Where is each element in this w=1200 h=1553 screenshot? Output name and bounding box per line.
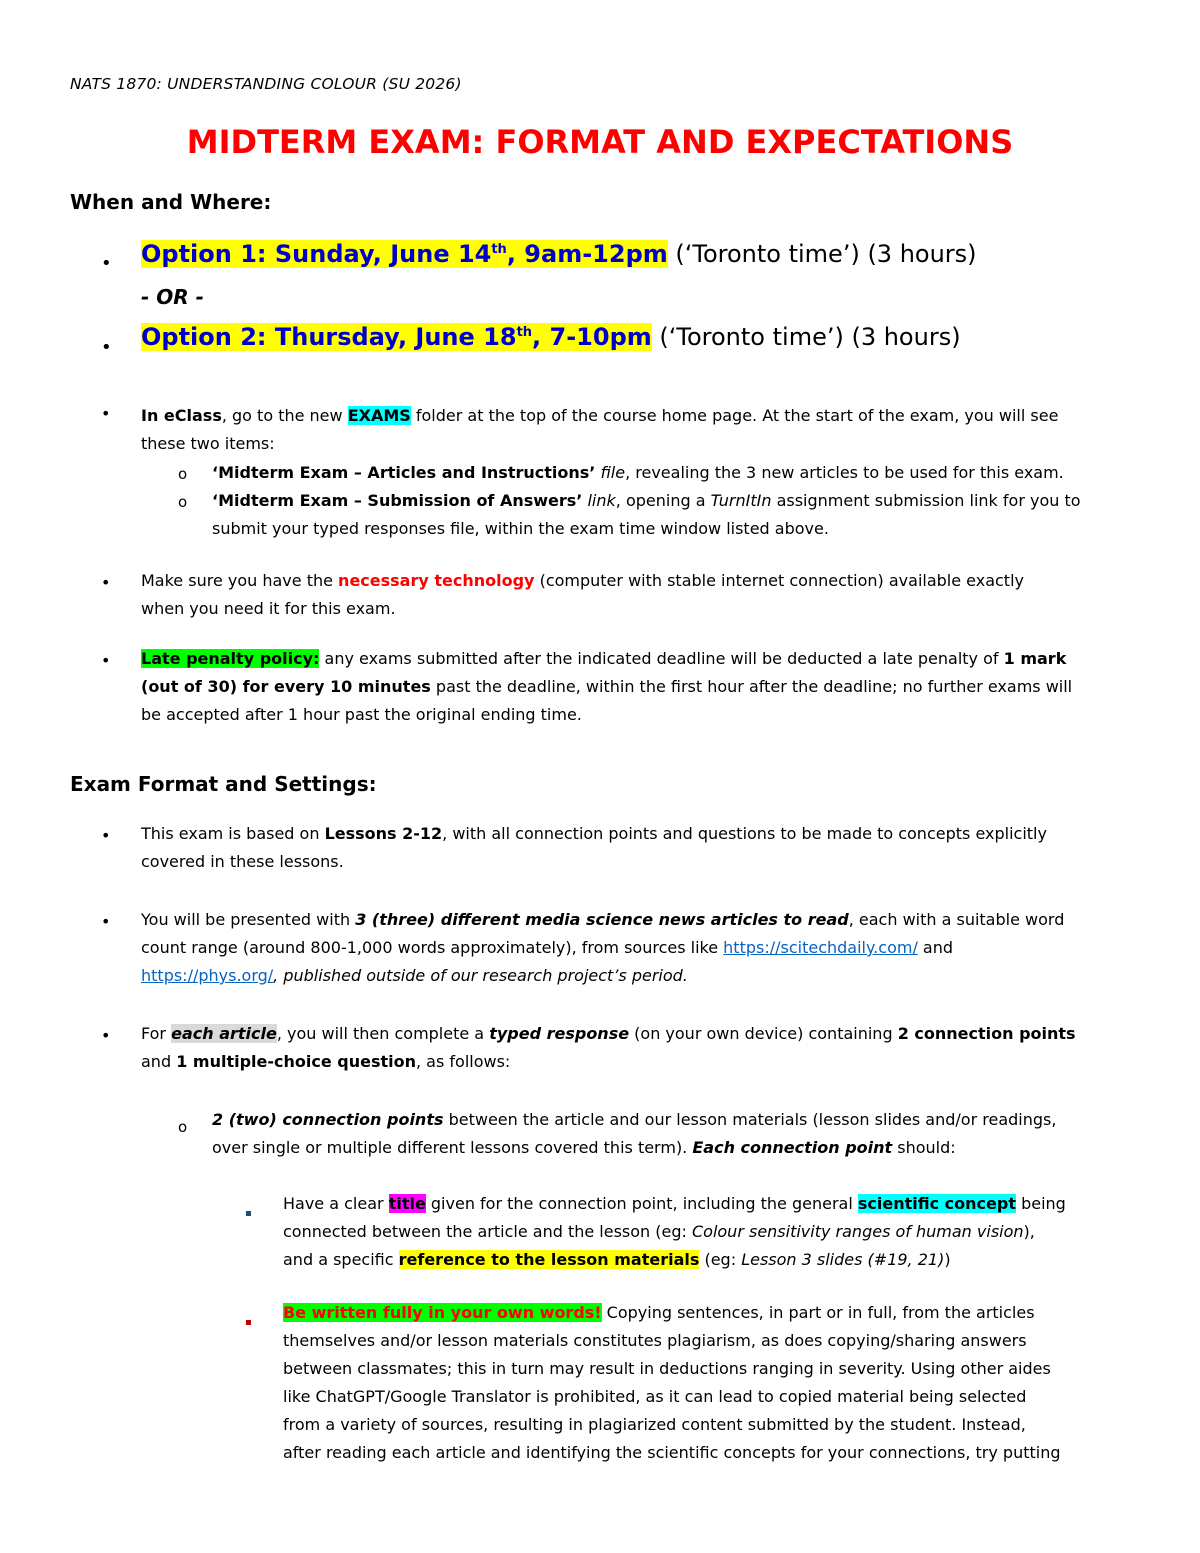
exams-folder-label: EXAMS [347, 406, 411, 425]
or-separator: - OR - [141, 285, 204, 309]
item-2-line2: submit your typed responses file, within the exam time window listed above. [212, 519, 829, 538]
mcq-count: 1 multiple-choice question [176, 1052, 416, 1071]
own-words-item [283, 1299, 1061, 1467]
clear-title-text-g: (eg: [699, 1250, 742, 1269]
each-text-e: , as follows: [416, 1052, 511, 1071]
item-2-turnitin: TurnItIn [710, 491, 772, 510]
when-where-heading: When and Where: [70, 190, 272, 214]
square-bullet-icon [246, 1310, 251, 1329]
each-text-d: and [141, 1052, 177, 1071]
clear-title-text-c: being [1015, 1194, 1066, 1213]
item-submission-link [212, 487, 1081, 543]
bullet-icon: • [101, 253, 112, 274]
eclass-text-a: , go to the new [221, 406, 348, 425]
clear-title-example-2: Lesson 3 slides (#19, 21) [741, 1250, 945, 1269]
lessons-text-b: , with all connection points and questions to be made to concepts explicitly [442, 824, 1047, 843]
option-2-time: , 7-10pm [532, 323, 652, 351]
clear-title-text-e: ), [1023, 1222, 1035, 1241]
lessons-text-a: This exam is based on [141, 824, 325, 843]
lessons-text-c: covered in these lessons. [141, 852, 344, 871]
option-2 [141, 323, 961, 351]
item-2-ital: link [582, 491, 616, 510]
articles-emphasis: 3 (three) different media science news articles to read [355, 910, 849, 929]
circle-bullet-icon: o [178, 1118, 188, 1136]
connection-points-count: 2 connection points [897, 1024, 1076, 1043]
option-2-sup: th [516, 325, 533, 340]
own-words-line: after reading each article and identifying the scientific concepts for your connections, try putting [283, 1443, 1061, 1462]
own-words-line: between classmates; this in turn may result in deductions ranging in severity. Using other aides [283, 1359, 1051, 1378]
late-penalty-policy [141, 645, 1072, 729]
own-words-line: like ChatGPT/Google Translator is prohibited, as it can lead to copied material being selected [283, 1387, 1027, 1406]
connection-emphasis-2: Each connection point [692, 1138, 893, 1157]
clear-title-text-d: connected between the article and the lesson (eg: [283, 1222, 692, 1241]
square-bullet-icon [246, 1201, 251, 1220]
clear-title-example-1: Colour sensitivity ranges of human vision [691, 1222, 1024, 1241]
option-1-time: , 9am-12pm [506, 240, 668, 268]
connection-points-item [212, 1106, 1056, 1162]
late-text-b: past the deadline, within the first hour after the deadline; no further exams will [430, 677, 1073, 696]
item-1-ital: file [595, 463, 626, 482]
page-title: MIDTERM EXAM: FORMAT AND EXPECTATIONS [186, 123, 1014, 161]
option-2-rest: (‘Toronto time’) (3 hours) [651, 323, 961, 351]
bullet-icon: • [101, 337, 112, 358]
late-text-a: any exams submitted after the indicated deadline will be deducted a late penalty of [319, 649, 1004, 668]
phys-org-link[interactable]: https://phys.org/ [141, 966, 274, 985]
late-penalty-label: Late penalty policy: [141, 649, 320, 668]
tech-text-a: Make sure you have the [141, 571, 339, 590]
lessons-scope [141, 820, 1047, 876]
option-1 [141, 240, 977, 268]
bullet-icon: • [101, 651, 111, 670]
lessons-range: Lessons 2-12 [324, 824, 443, 843]
reference-highlight: reference to the lesson materials [398, 1250, 700, 1269]
exam-format-heading: Exam Format and Settings: [70, 772, 377, 796]
tech-highlight: necessary technology [338, 571, 535, 590]
option-1-rest: (‘Toronto time’) (3 hours) [667, 240, 977, 268]
each-article-response [141, 1020, 1076, 1076]
eclass-lead: In eClass [141, 406, 222, 425]
option-1-sup: th [491, 242, 507, 257]
bullet-icon: • [101, 404, 111, 423]
own-words-line: from a variety of sources, resulting in plagiarized content submitted by the student. Instead, [283, 1415, 1026, 1434]
bullet-icon: • [101, 912, 111, 931]
bullet-icon: • [101, 573, 111, 592]
each-article-highlight: each article [171, 1024, 277, 1043]
eclass-text-b: folder at the top of the course home page. At the start of the exam, you will see [410, 406, 1059, 425]
late-text-c: be accepted after 1 hour past the original ending time. [141, 705, 582, 724]
articles-description [141, 906, 1064, 990]
tech-text-c: when you need it for this exam. [141, 599, 396, 618]
course-line: NATS 1870: UNDERSTANDING COLOUR (SU 2026) [70, 75, 462, 93]
each-text-a: For [141, 1024, 172, 1043]
own-words-text-a: Copying sentences, in part or in full, from the articles [601, 1303, 1035, 1322]
clear-title-text-h: ) [944, 1250, 951, 1269]
own-words-line: themselves and/or lesson materials constitutes plagiarism, as does copying/sharing answers [283, 1331, 1027, 1350]
own-words-label: Be written fully in your own words! [283, 1303, 602, 1322]
bullet-icon: • [101, 1026, 111, 1045]
item-2-rest-a: , opening a [615, 491, 711, 510]
each-text-c: (on your own device) containing [629, 1024, 898, 1043]
item-articles-file [212, 459, 1064, 487]
circle-bullet-icon: o [178, 493, 188, 511]
connection-emphasis: 2 (two) connection points [212, 1110, 444, 1129]
scientific-concept-highlight: scientific concept [857, 1194, 1016, 1213]
scitechdaily-link[interactable]: https://scitechdaily.com/ [723, 938, 918, 957]
articles-text-b: , each with a suitable word [848, 910, 1065, 929]
clear-title-text-f: and a specific [283, 1250, 399, 1269]
item-2-bold: ‘Midterm Exam – Submission of Answers’ [212, 491, 583, 510]
articles-text-c: count range (around 800-1,000 words approximately), from sources like [141, 938, 724, 957]
connection-text-a: between the article and our lesson materials (lesson slides and/or readings, [443, 1110, 1057, 1129]
typed-response-emphasis: typed response [489, 1024, 630, 1043]
title-highlight: title [388, 1194, 426, 1213]
item-2-rest-b: assignment submission link for you to [771, 491, 1081, 510]
technology-note [141, 567, 1024, 623]
clear-title-text-b: given for the connection point, including the general [425, 1194, 858, 1213]
articles-text-d: and [917, 938, 954, 957]
option-2-label: Option 2: Thursday, June 18 [141, 323, 517, 351]
clear-title-text-a: Have a clear [283, 1194, 389, 1213]
articles-text-a: You will be presented with [141, 910, 356, 929]
connection-text-c: should: [892, 1138, 956, 1157]
tech-text-b: (computer with stable internet connection) available exactly [534, 571, 1024, 590]
clear-title-item [283, 1190, 1066, 1274]
eclass-text-c: these two items: [141, 434, 275, 453]
option-1-label: Option 1: Sunday, June 14 [141, 240, 492, 268]
late-bold-1: 1 mark [1003, 649, 1067, 668]
articles-text-e: , published outside of our research project’s period. [273, 966, 688, 985]
item-1-bold: ‘Midterm Exam – Articles and Instructions’ [212, 463, 596, 482]
eclass-instructions [141, 402, 1058, 458]
bullet-icon: • [101, 826, 111, 845]
item-1-rest: , revealing the 3 new articles to be used for this exam. [625, 463, 1064, 482]
late-bold-2: (out of 30) for every 10 minutes [141, 677, 431, 696]
connection-text-b: over single or multiple different lessons covered this term). [212, 1138, 693, 1157]
circle-bullet-icon: o [178, 465, 188, 483]
each-text-b: , you will then complete a [276, 1024, 490, 1043]
